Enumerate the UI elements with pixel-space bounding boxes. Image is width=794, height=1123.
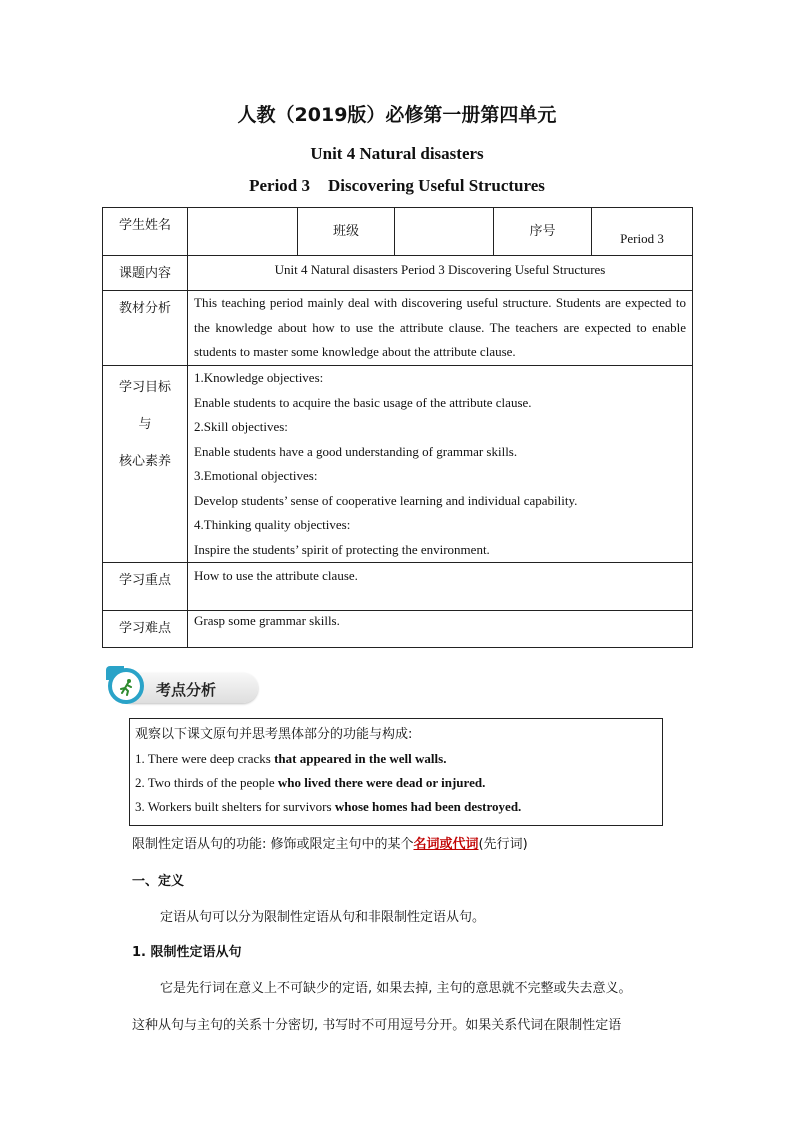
example-2-plain: 2. Two thirds of the people bbox=[135, 775, 278, 790]
difficulty-value: Grasp some grammar skills. bbox=[188, 611, 693, 648]
goal-line: 3.Emotional objectives: bbox=[194, 468, 318, 483]
example-sentence-3 bbox=[135, 795, 657, 819]
paragraph-definition: 定语从句可以分为限制性定语从句和非限制性定语从句。 bbox=[160, 910, 486, 925]
analysis-label: 教材分析 bbox=[103, 291, 188, 366]
paragraph-restrictive-2: 这种从句与主句的关系十分密切, 书写时不可用逗号分开。如果关系代词在限制性定语 bbox=[132, 1018, 622, 1033]
heading-restrictive-clause: 1. 限制性定语从句 bbox=[132, 945, 242, 960]
period-title bbox=[0, 176, 794, 196]
example-intro: 观察以下课文原句并思考黑体部分的功能与构成: bbox=[135, 727, 413, 742]
example-1-bold: that appeared in the well walls. bbox=[274, 751, 447, 766]
function-sentence bbox=[132, 833, 528, 852]
class-label: 班级 bbox=[298, 208, 395, 256]
goals-label-line2: 与 bbox=[138, 417, 152, 432]
example-2-bold: who lived there were dead or injured. bbox=[277, 775, 486, 790]
goal-line: Enable students have a good understanding of grammar skills. bbox=[194, 443, 518, 459]
document-title: 人教（2019版）必修第一册第四单元 bbox=[237, 104, 557, 126]
goals-value bbox=[188, 366, 693, 563]
period-topic: Discovering Useful Structures bbox=[328, 176, 545, 195]
goal-line: 1.Knowledge objectives: bbox=[194, 370, 324, 385]
running-figure-icon bbox=[108, 668, 144, 704]
class-cell bbox=[395, 208, 494, 256]
example-box bbox=[129, 718, 663, 826]
analysis-value: This teaching period mainly deal with discovering useful structure. Students are expected to the knowledge about how to use the attribute clause. The teachers are expected to enable students to master some knowledge about the attribute clause. bbox=[188, 291, 693, 366]
period-cell: Period 3 bbox=[592, 208, 693, 256]
topic-value: Unit 4 Natural disasters Period 3 Discovering Useful Structures bbox=[188, 256, 693, 291]
section-badge bbox=[108, 668, 260, 706]
example-1-plain: 1. There were deep cracks bbox=[135, 751, 275, 766]
function-highlight: 名词或代词 bbox=[413, 837, 479, 852]
focus-value: How to use the attribute clause. bbox=[188, 563, 693, 611]
goal-line: Develop students’ sense of cooperative learning and individual capability. bbox=[194, 492, 578, 508]
example-3-bold: whose homes had been destroyed. bbox=[334, 799, 522, 814]
goals-label-line3: 核心素养 bbox=[118, 454, 171, 469]
student-name-cell bbox=[188, 208, 298, 256]
unit-title: Unit 4 Natural disasters bbox=[310, 144, 484, 163]
section-badge-label: 考点分析 bbox=[156, 681, 217, 699]
topic-label: 课题内容 bbox=[103, 256, 188, 291]
student-name-label: 学生姓名 bbox=[103, 208, 188, 256]
goal-line: Inspire the students’ spirit of protecting the environment. bbox=[194, 541, 490, 557]
function-suffix: (先行词) bbox=[478, 837, 528, 852]
number-label: 序号 bbox=[494, 208, 592, 256]
goal-line: Enable students to acquire the basic usage of the attribute clause. bbox=[194, 394, 532, 410]
goals-label bbox=[103, 366, 188, 563]
lesson-plan-table bbox=[102, 207, 693, 648]
function-prefix: 限制性定语从句的功能: 修饰或限定主句中的某个 bbox=[132, 837, 414, 852]
focus-label: 学习重点 bbox=[103, 563, 188, 611]
heading-definition: 一、定义 bbox=[132, 874, 185, 889]
period-number: Period 3 bbox=[249, 176, 310, 195]
goal-line: 2.Skill objectives: bbox=[194, 419, 288, 434]
example-sentence-1 bbox=[135, 747, 657, 771]
goals-label-line1: 学习目标 bbox=[118, 380, 171, 395]
example-3-plain: 3. Workers built shelters for survivors bbox=[135, 799, 335, 814]
difficulty-label: 学习难点 bbox=[103, 611, 188, 648]
paragraph-restrictive-1: 它是先行词在意义上不可缺少的定语, 如果去掉, 主句的意思就不完整或失去意义。 bbox=[160, 981, 632, 996]
goal-line: 4.Thinking quality objectives: bbox=[194, 517, 351, 532]
example-sentence-2 bbox=[135, 771, 657, 795]
